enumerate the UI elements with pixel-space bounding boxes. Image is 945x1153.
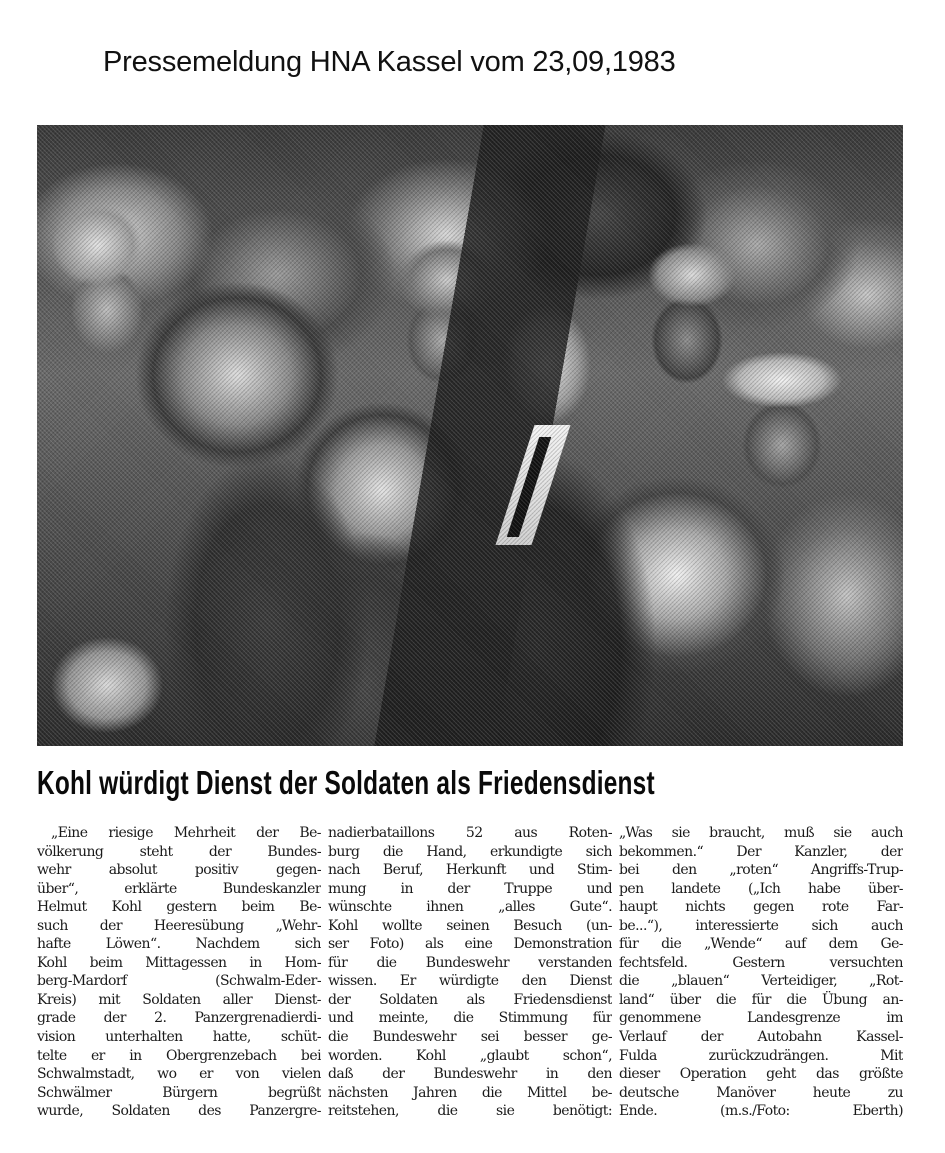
text-line: wünschte ihnen „alles Gute“. bbox=[328, 899, 612, 916]
text-line: nach Beruf, Herkunft und Stim- bbox=[328, 862, 612, 879]
text-line: worden. Kohl „glaubt schon“, bbox=[328, 1047, 612, 1064]
press-photo bbox=[37, 125, 903, 746]
text-line: Kohl beim Mittagessen in Hom- bbox=[37, 954, 321, 971]
text-line: genommene Landesgrenze im bbox=[619, 1010, 903, 1027]
text-line: die Bundeswehr sei besser ge- bbox=[328, 1029, 612, 1046]
text-line: über“, erklärte Bundeskanzler bbox=[37, 880, 321, 897]
text-line: „Was sie braucht, muß sie auch bbox=[619, 825, 903, 841]
text-line: nadierbataillons 52 aus Roten- bbox=[328, 825, 612, 841]
photo-halftone-texture bbox=[37, 125, 903, 746]
text-line: dieser Operation geht das größte bbox=[619, 1066, 903, 1083]
text-line: bei den „roten“ Angriffs-Trup- bbox=[619, 862, 903, 879]
text-line: hafte Löwen“. Nachdem sich bbox=[37, 936, 321, 953]
article-headline: Kohl würdigt Dienst der Soldaten als Friedensdienst bbox=[37, 764, 655, 801]
text-line: haupt nichts gegen rote Far- bbox=[619, 899, 903, 916]
text-line: vision unterhalten hatte, schüt- bbox=[37, 1029, 321, 1046]
text-line: be...“), interessierte sich auch bbox=[619, 917, 903, 934]
text-line: nächsten Jahren die Mittel be- bbox=[328, 1084, 612, 1101]
text-line: burg die Hand, erkundigte sich bbox=[328, 843, 612, 860]
text-line: wurde, Soldaten des Panzergre- bbox=[37, 1103, 321, 1120]
text-line: „Eine riesige Mehrheit der Be- bbox=[51, 825, 321, 841]
text-line: reitstehen, die sie benötigt: bbox=[328, 1103, 612, 1120]
text-line: Schwalmstadt, wo er von vielen bbox=[37, 1066, 321, 1083]
text-line: daß der Bundeswehr in den bbox=[328, 1066, 612, 1083]
text-line: Ende. (m.s./Foto: Eberth) bbox=[619, 1103, 903, 1120]
text-line: land“ über die für die Übung an- bbox=[619, 991, 903, 1008]
text-line: für die „Wende“ auf dem Ge- bbox=[619, 936, 903, 953]
text-line: mung in der Truppe und bbox=[328, 880, 612, 897]
text-line: völkerung steht der Bundes- bbox=[37, 843, 321, 860]
article-body bbox=[37, 824, 903, 1121]
text-line: der Soldaten als Friedensdienst bbox=[328, 991, 612, 1008]
text-line: für die Bundeswehr verstanden bbox=[328, 954, 612, 971]
text-line: Kreis) mit Soldaten aller Dienst- bbox=[37, 991, 321, 1008]
article-column-2 bbox=[328, 824, 612, 1121]
text-line: ser Foto) als eine Demonstration bbox=[328, 936, 612, 953]
text-line: such der Heeresübung „Wehr- bbox=[37, 917, 321, 934]
text-line: deutsche Manöver heute zu bbox=[619, 1084, 903, 1101]
text-line: fechtsfeld. Gestern versuchten bbox=[619, 954, 903, 971]
article-column-1 bbox=[37, 824, 321, 1121]
text-line: bekommen.“ Der Kanzler, der bbox=[619, 843, 903, 860]
text-line: Kohl wollte seinen Besuch (un- bbox=[328, 917, 612, 934]
text-line: wissen. Er würdigte den Dienst bbox=[328, 973, 612, 990]
text-line: Schwälmer Bürgern begrüßt bbox=[37, 1084, 321, 1101]
document-caption: Pressemeldung HNA Kassel vom 23,09,1983 bbox=[103, 46, 676, 78]
text-line: Verlauf der Autobahn Kassel- bbox=[619, 1029, 903, 1046]
text-line: wehr absolut positiv gegen- bbox=[37, 862, 321, 879]
article-column-3 bbox=[619, 824, 903, 1121]
text-line: Fulda zurückzudrängen. Mit bbox=[619, 1047, 903, 1064]
text-line: grade der 2. Panzergrenadierdi- bbox=[37, 1010, 321, 1027]
text-line: Helmut Kohl gestern beim Be- bbox=[37, 899, 321, 916]
text-line: die „blauen“ Verteidiger, „Rot- bbox=[619, 973, 903, 990]
text-line: pen landete („Ich habe über- bbox=[619, 880, 903, 897]
text-line: und meinte, die Stimmung für bbox=[328, 1010, 612, 1027]
text-line: berg-Mardorf (Schwalm-Eder- bbox=[37, 973, 321, 990]
text-line: telte er in Obergrenzebach bei bbox=[37, 1047, 321, 1064]
